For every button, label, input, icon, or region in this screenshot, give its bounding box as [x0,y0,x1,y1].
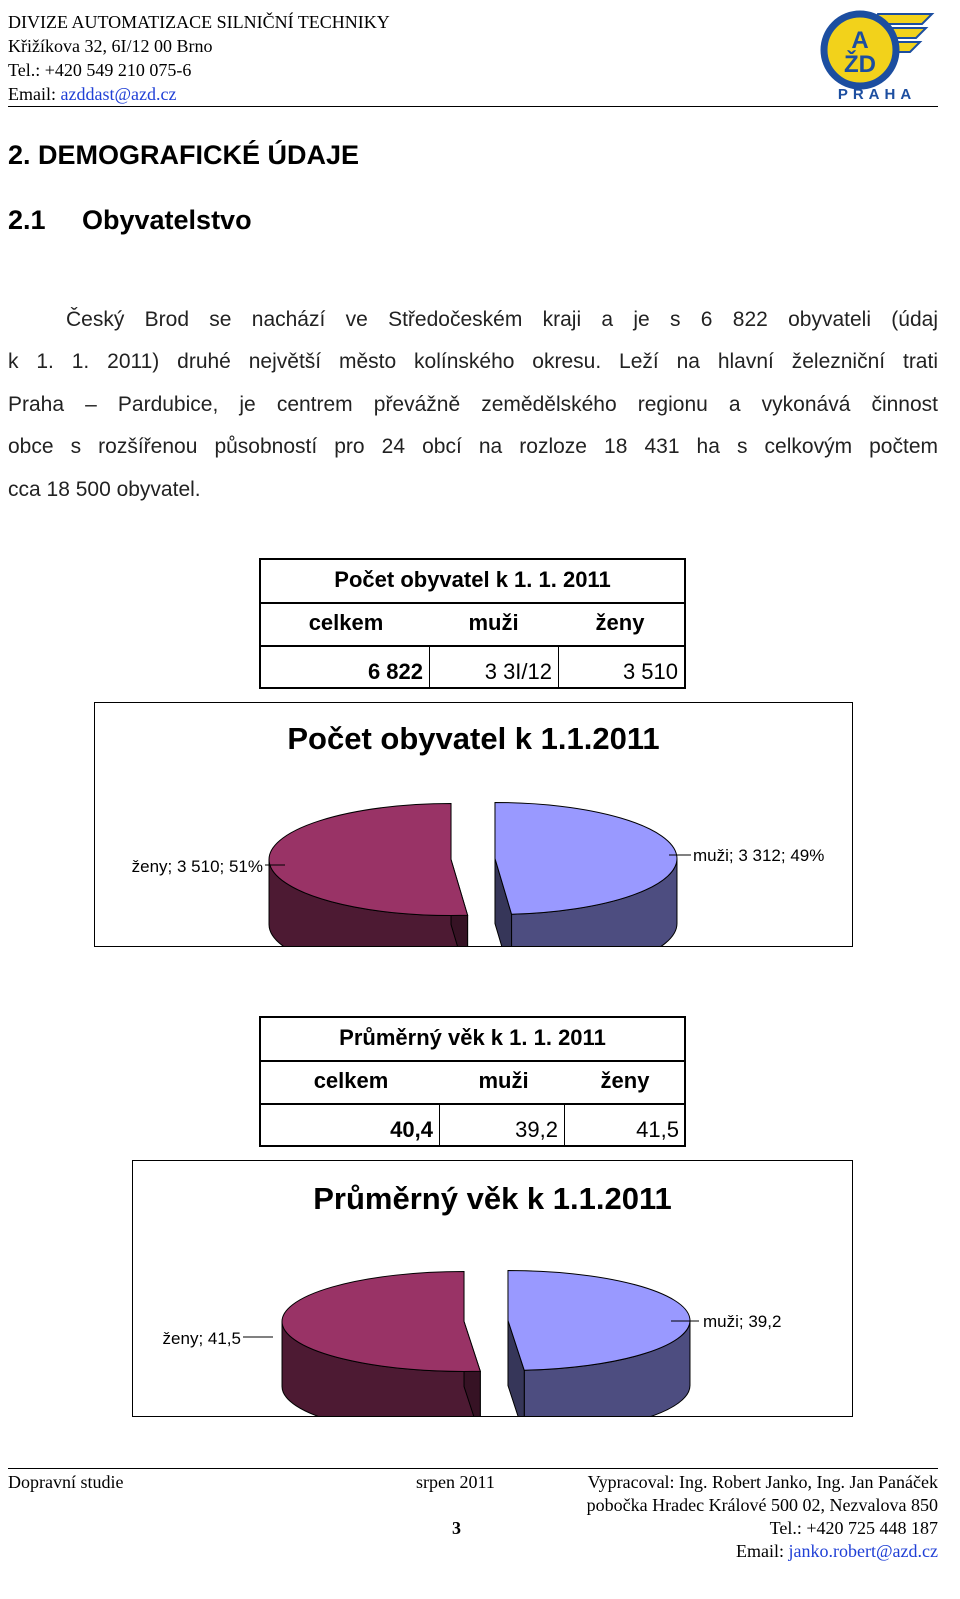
table-divider [261,1103,684,1105]
population-table-caption: Počet obyvatel k 1. 1. 2011 [334,567,611,592]
pie-data-label-ženy: ženy; 3 510; 51% [131,857,263,876]
header-email-link[interactable]: azddast@azd.cz [60,84,177,104]
population-pie-chart [94,702,853,947]
svg-text:ŽD: ŽD [844,51,876,78]
age-header-women: ženy [600,1068,650,1093]
chart-title: Průměrný věk k 1.1.2011 [313,1181,672,1216]
paragraph-line-2: k 1. 1. 2011) druhé největší město kolínského okresu. Leží na hlavní železniční trati [8,350,938,373]
population-value-total: 6 822 [367,659,423,684]
age-value-total: 40,4 [390,1117,433,1142]
azd-logo [818,6,936,106]
age-table-caption: Průměrný věk k 1. 1. 2011 [339,1025,606,1050]
population-header-total: celkem [308,610,384,635]
pie-plot [133,1161,852,1416]
paragraph-line-5: cca 18 500 obyvatel. [8,478,201,501]
population-value-men: 3 3I/12 [484,659,552,684]
subsection-title: Obyvatelstvo [82,205,252,235]
population-header-men: muži [468,610,519,635]
age-pie-chart [132,1160,853,1417]
paragraph-line-4: obce s rozšířenou působností pro 24 obcí na rozloze 18 431 ha s celkovým počtem [8,435,938,458]
footer-date: srpen 2011 [416,1472,495,1492]
footer-author: Vypracoval: Ing. Robert Janko, Ing. Jan Panáček [587,1472,938,1492]
section-title: 2. DEMOGRAFICKÉ ÚDAJE [8,140,360,170]
paragraph-line-1: Český Brod se nachází ve Středočeském kraji a je s 6 822 obyvateli (údaj [66,308,938,331]
footer-email-link[interactable]: janko.robert@azd.cz [788,1541,938,1561]
population-header-women: ženy [595,610,645,635]
age-table [259,1016,686,1147]
header-address: Křižíkova 32, 6I/12 00 Brno [8,36,213,56]
population-table [259,558,686,689]
population-value-women: 3 510 [622,659,678,684]
age-value-women: 41,5 [636,1117,679,1142]
table-col-line [564,1103,565,1145]
header-email-line [8,82,177,106]
age-header-men: muži [478,1068,529,1093]
header-rule [8,106,938,107]
header-email-label: Email: [8,84,61,104]
table-divider [261,1060,684,1062]
footer-branch: pobočka Hradec Králové 500 02, Nezvalova 850 [586,1495,938,1515]
pie-data-label-muži: muži; 3 312; 49% [693,846,825,865]
header-phone: Tel.: +420 549 210 075-6 [8,60,192,80]
chart-title: Počet obyvatel k 1.1.2011 [287,721,660,756]
pie-plot [95,703,852,946]
footer-phone: Tel.: +420 725 448 187 [769,1518,938,1538]
pie-data-label-ženy: ženy; 41,5 [162,1329,241,1348]
footer-doc: Dopravní studie [8,1472,124,1492]
azd-logo-sub: PRAHA [837,86,917,103]
footer-email-line [736,1540,938,1563]
footer-rule [8,1468,938,1469]
svg-text:A: A [851,27,869,54]
table-col-line [429,645,430,687]
age-header-total: celkem [313,1068,389,1093]
paragraph-line-3: Praha – Pardubice, je centrem převážně zemědělského regionu a vykonává činnost [8,393,938,416]
pie-data-label-muži: muži; 39,2 [703,1312,782,1331]
table-col-line [439,1103,440,1145]
table-divider [261,602,684,604]
footer-email-label: Email: [735,1541,789,1561]
age-value-men: 39,2 [515,1117,558,1142]
footer-page-number: 3 [452,1518,461,1538]
subsection-number: 2.1 [8,205,46,235]
header-org: DIVIZE AUTOMATIZACE SILNIČNÍ TECHNIKY [8,12,390,32]
table-divider [261,645,684,647]
